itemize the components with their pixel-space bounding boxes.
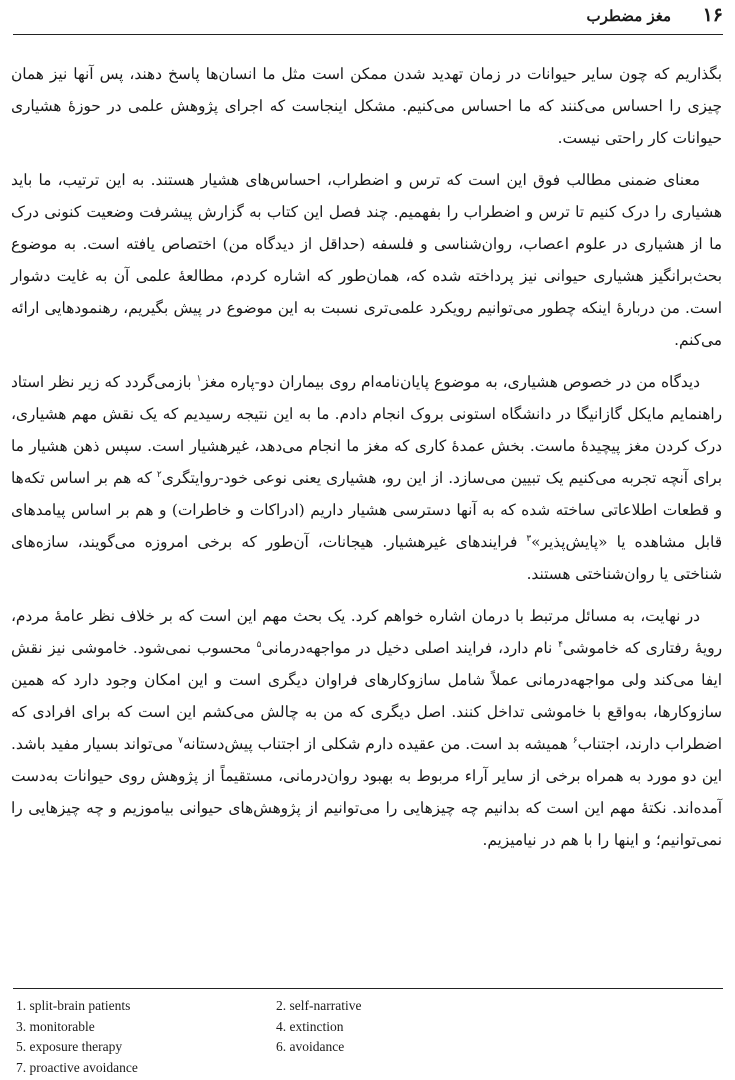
body-text [11,58,722,866]
paragraph-text: در نهایت، به مسائل مرتبط با درمان اشاره خواهم کرد. یک بحث مهم این است که بر خلاف نظر عامهٔ مردم، رویهٔ رفتاری که خاموشی [11,607,722,657]
paragraph-text: که هم بر اساس تکه‌ها و قطعات اطلاعاتی ساخته شده که به آنها دسترسی هشیار داریم (ادراکات و خاطرات) و هم بر اساس پیامدهای قابل مشاهده یا «پایش‌پذیر» [11,469,723,551]
footnote: 2. self-narrative [276,998,362,1013]
paragraph-text: فرایندهای غیرهشیار. هیجانات، آن‌طور که برخی امروزه می‌گویند، سازه‌های شناختی یا روان‌شناختی هستند. [11,533,722,583]
paragraph-text: بگذاریم که چون سایر حیوانات در زمان تهدید شدن ممکن است مثل ما انسان‌ها پاسخ دهند، پس آنها نیز همان چیزی را احساس می‌کنند که ما احساس می‌کنیم. مشکل اینجاست که اجرای پژوهش علمی در حوزهٔ هشیاری حیوانات کار راحتی نیست. [11,65,722,147]
footnote-row [16,1017,536,1038]
footnote-marker: ۱ [196,373,202,384]
footnote: 7. proactive avoidance [16,1059,138,1075]
footnote: 1. split-brain patients [16,998,131,1013]
footnote-rule [13,988,723,989]
paragraph [11,600,722,856]
footnote-marker: ۳ [526,533,532,544]
paragraph-text: بازمی‌گردد که زیر نظر استاد راهنمایم مایکل گازانیگا در دانشگاه استونی بروک انجام دادم. ما به این نتیجه رسیدیم که یک نقش مهم هشیاری، درک کردن مغز پیچیدهٔ ماست. بخش عمدهٔ کاری که مغز ما انجام می‌دهد، غیرهشیار است. سپس ذهن هشیار ما برای آنچه تجربه می‌کنیم یک تبیین می‌سازد. از این رو، هشیاری یعنی نوعی خود-روایتگری [11,373,722,487]
footnote-marker: ۷ [178,735,183,746]
footnote: 4. extinction [276,1018,344,1034]
page-number: ۱۶ [702,4,723,26]
paragraph-text: محسوب نمی‌شود. خاموشی نیز نقش ایفا می‌کند ولی مواجهه‌درمانی عملاً شامل سازوکارهای فراوان دیگری است و این امکان وجود دارد که همین سازوکارها، به‌واقع با خاموشی تداخل کنند. اصل دیگری که من به چالش می‌کشم این است که برای افرادی که اضطراب دارند، اجتناب [11,639,722,753]
paragraph-text: نام دارد، فرایند اصلی دخیل در مواجهه‌درمانی [261,639,559,657]
paragraph-text: معنای ضمنی مطالب فوق این است که ترس و اضطراب، احساس‌های هشیار هستند. به این ترتیب، ما باید هشیاری را درک کنیم تا ترس و اضطراب را بفهمیم. چند فصل این کتاب به گزارش پیشرفت وضعیت کنونی درک ما از هشیاری در علوم اعصاب، روان‌شناسی و فلسفه (حداقل از دیدگاه من) اختصاص یافته است. به موضوع بحث‌برانگیز هشیاری حیوانی نیز پرداخته شده که، همان‌طور که اشاره کردم، مطالعهٔ علمی آن به غایت دشوار است. من دربارهٔ اینکه چطور می‌توانیم رویکرد علمی‌تری نسبت به این موضوع در پیش بگیریم، رهنمودهایی ارائه می‌کنم. [11,171,722,349]
footnote: 3. monitorable [16,1018,95,1034]
footnotes [16,996,536,1078]
footnote-marker: ۶ [572,735,578,746]
footnote-marker: ۴ [558,639,563,650]
paragraph [11,58,722,154]
footnote-row [16,1037,536,1058]
header-rule [13,34,723,35]
paragraph-text: همیشه بد است. من عقیده دارم شکلی از اجتناب پیش‌دستانه [183,735,573,753]
paragraph-text: دیدگاه من در خصوص هشیاری، به موضوع پایان‌نامه‌ام روی بیماران دو-پاره مغز [201,373,700,391]
footnote: 6. avoidance [276,1039,345,1054]
footnote-row [16,1058,536,1079]
footnote-row [16,996,536,1017]
running-title: مغز مضطرب [586,7,671,25]
footnote-marker: ۵ [256,639,262,650]
footnote-marker: ۲ [156,469,162,480]
paragraph [11,164,722,356]
paragraph-text: می‌تواند بسیار مفید باشد. این دو مورد به همراه برخی از سایر آراء مربوط به بهبود روان‌درمانی، مستقیماً از پژوهش روی حیوانات به‌دست آمده‌اند. نکتهٔ مهم این است که بدانیم چه چیزهایی را می‌توانیم از پژوهش‌های حیوانی بیاموزیم و چه چیزهایی را نمی‌توانیم؛ و اینها را با هم در نیامیزیم. [11,735,722,849]
paragraph [11,366,722,590]
footnote: 5. exposure therapy [16,1039,123,1054]
running-header [586,4,723,30]
